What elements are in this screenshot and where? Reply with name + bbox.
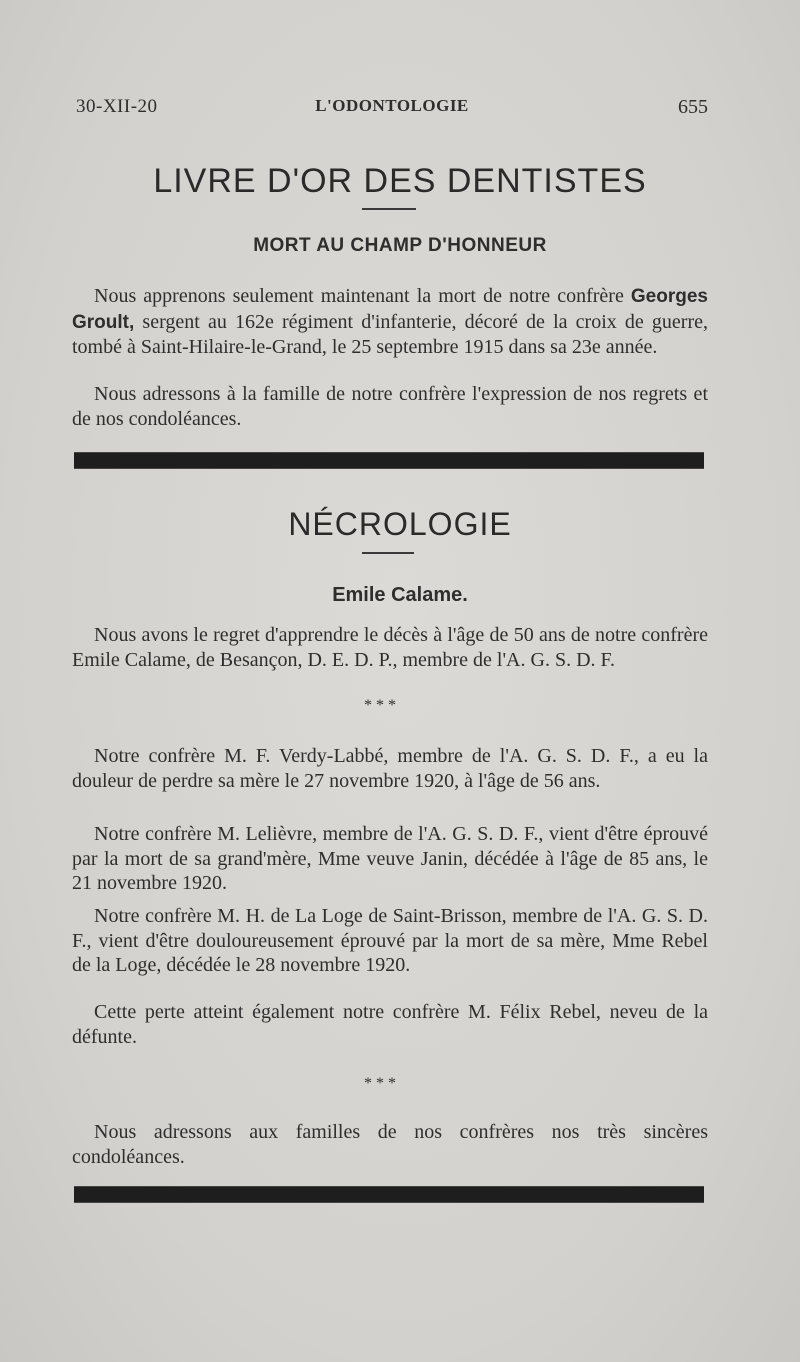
running-header bbox=[76, 96, 708, 126]
paragraph-groult bbox=[72, 284, 708, 360]
asterism-text: * * * bbox=[364, 697, 396, 714]
paragraph-calame: Nous avons le regret d'apprendre le décès à l'âge de 50 ans de notre confrère Emile Calame, de Besançon, D. E. D. P., membre de l'A. G. S. D. F. bbox=[72, 624, 708, 671]
paragraph-groult-text-b: sergent au 162e régiment d'infanterie, décoré de la croix de guerre, tombé à Saint-Hilaire-le-Grand, le 25 septembre 1915 dans sa 23e année. bbox=[72, 310, 708, 358]
asterism-separator-2 bbox=[0, 1075, 760, 1092]
header-date: 30-XII-20 bbox=[76, 96, 158, 117]
header-page-number: 655 bbox=[678, 96, 708, 118]
paragraph-lelievre: Notre confrère M. Lelièvre, membre de l'A. G. S. D. F., vient d'être éprouvé par la mort de sa grand'mère, Mme veuve Janin, décédée à l'âge de 85 ans, le 21 novembre 1920. bbox=[72, 823, 708, 894]
header-journal-title: L'ODONTOLOGIE bbox=[315, 96, 469, 115]
paragraph-felix-rebel: Cette perte atteint également notre confrère M. Félix Rebel, neveu de la défunte. bbox=[72, 1001, 708, 1048]
section-title-livre-dor: LIVRE D'OR DES DENTISTES bbox=[153, 162, 647, 200]
section-subtitle-mort-au-champ: MORT AU CHAMP D'HONNEUR bbox=[253, 235, 547, 256]
thick-divider-rule-bottom bbox=[74, 1186, 704, 1203]
asterism-separator bbox=[0, 697, 760, 714]
deceased-name-heading: Emile Calame. bbox=[332, 584, 468, 606]
paragraph-final-condolences: Nous adressons aux familles de nos confrères nos très sincères condoléances. bbox=[72, 1121, 708, 1168]
paragraph-condolences-family: Nous adressons à la famille de notre confrère l'expression de nos regrets et de nos condoléances. bbox=[72, 383, 708, 430]
title-underline-rule bbox=[362, 208, 416, 210]
paragraph-de-la-loge: Notre confrère M. H. de La Loge de Saint-Brisson, membre de l'A. G. S. D. F., vient d'être douloureusement éprouvé par la mort de sa mère, Mme Rebel de la Loge, décédée le 28 novembre 1920. bbox=[72, 905, 708, 976]
thick-divider-rule bbox=[74, 452, 704, 469]
necrologie-underline-rule bbox=[362, 552, 414, 554]
paragraph-groult-name: Georges Groult, bbox=[72, 286, 708, 333]
asterism-text-2: * * * bbox=[364, 1075, 396, 1092]
section-title-necrologie: NÉCROLOGIE bbox=[288, 506, 512, 542]
paragraph-verdy-labbe: Notre confrère M. F. Verdy-Labbé, membre de l'A. G. S. D. F., a eu la douleur de perdre sa mère le 27 novembre 1920, à l'âge de 56 ans. bbox=[72, 745, 708, 792]
paragraph-groult-text-a: Nous apprenons seulement maintenant la mort de notre confrère bbox=[94, 285, 631, 307]
